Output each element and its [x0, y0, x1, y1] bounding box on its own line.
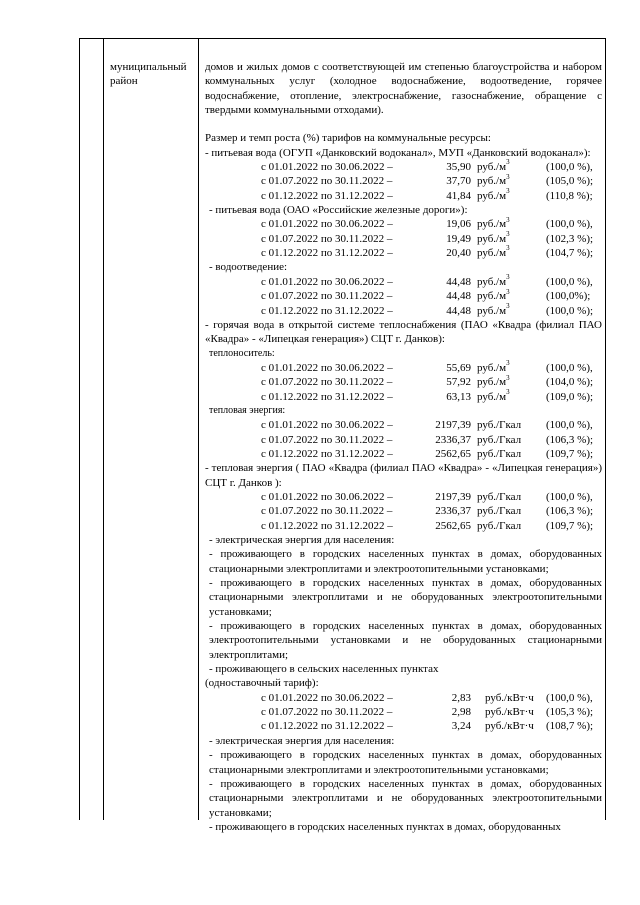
heat-energy2-heading: - тепловая энергия ( ПАО «Квадра (филиал ПАО «Квадра» - «Липецкая генерация») СЦТ г. Данков ):	[205, 462, 602, 489]
tariff-row	[205, 160, 602, 174]
tariffs-heading: Размер и темп роста (%) тарифов на коммунальные ресурсы:	[205, 132, 491, 145]
section-heading: - питьевая вода (ОГУП «Данковский водоканал», МУП «Данковский водоканал»):	[205, 146, 591, 159]
tariff-period: с 01.12.2022 по 31.12.2022 –	[261, 247, 393, 260]
tariff-row	[205, 246, 602, 260]
tariff-growth: (104,0 %);	[546, 376, 594, 389]
elec-item: - проживающего в городских населенных пунктах в домах, оборудованных электроотопительными установками и не оборудованных стационарными электроплитами;	[209, 620, 602, 661]
tariff-growth: (108,7 %);	[546, 720, 594, 733]
tariff-rows	[205, 490, 602, 533]
tariff-row	[205, 447, 602, 461]
tariff-growth: (100,0 %),	[546, 419, 593, 432]
unit-exponent: 3	[506, 158, 510, 167]
tariff-period: с 01.12.2022 по 31.12.2022 –	[261, 519, 393, 532]
tariff-value: 63,13	[446, 390, 471, 403]
intro-paragraph: домов и жилых домов с соответствующей им степенью благоустройства и набором коммунальных услуг (холодное водоснабжение, водоотведение, горячее водоснабжение, отопление, электроснабжение, газоснабжение, обращение с твердыми коммунальными отходами).	[205, 61, 602, 117]
tariff-unit: $руб./м^3$	[477, 273, 510, 288]
tariff-row	[205, 691, 602, 705]
tariff-row	[205, 289, 602, 303]
tariff-growth: (100,0 %),	[546, 161, 593, 174]
tariff-growth: (110,8 %);	[546, 189, 593, 202]
tariff-value: 37,70	[446, 175, 471, 188]
tariff-value: 2,98	[451, 706, 471, 719]
elec-item: (одноставочный тариф):	[205, 677, 319, 690]
tariff-rows	[205, 418, 602, 461]
heat-carrier-label: теплоноситель:	[209, 347, 275, 359]
unit-exponent: 3	[506, 387, 510, 396]
tariff-value: 2562,65	[435, 447, 471, 460]
tariff-growth: (109,7 %);	[546, 519, 594, 532]
unit-exponent: 3	[506, 287, 510, 296]
tariff-period: с 01.12.2022 по 31.12.2022 –	[261, 304, 393, 317]
tariff-growth: (105,3 %);	[546, 706, 594, 719]
tariff-cell	[205, 60, 602, 834]
table-top-border	[79, 38, 605, 39]
tariff-unit: руб./кВт·ч	[485, 691, 534, 704]
unit-exponent: 3	[506, 187, 510, 196]
tariff-unit: $руб./м^3$	[477, 301, 510, 317]
table-border-col2	[198, 38, 199, 820]
tariff-unit: $руб./м^3$	[477, 187, 510, 202]
tariff-period: с 01.07.2022 по 30.11.2022 –	[261, 290, 393, 303]
tariff-value: 55,69	[446, 361, 471, 374]
tariff-row	[205, 705, 602, 719]
tariff-period: с 01.12.2022 по 31.12.2022 –	[261, 720, 393, 733]
tariff-unit: $руб./м^3$	[477, 230, 510, 245]
tariff-growth: (105,0 %);	[546, 175, 594, 188]
tariff-period: с 01.07.2022 по 30.11.2022 –	[261, 376, 393, 389]
tariff-value: 2,83	[451, 691, 471, 704]
table-border-right	[605, 38, 606, 820]
tariff-growth: (100,0 %),	[546, 361, 593, 374]
tariff-growth: (100,0 %);	[546, 304, 594, 317]
tariff-row	[205, 174, 602, 188]
elec-heading: - электрическая энергия для населения:	[209, 734, 395, 747]
tariff-unit: руб./Гкал	[477, 519, 522, 532]
tariff-period: с 01.01.2022 по 30.06.2022 –	[261, 275, 393, 288]
unit-exponent: 3	[506, 244, 510, 253]
tariff-growth: (100,0%);	[546, 290, 591, 303]
tariff-row	[205, 275, 602, 289]
tariff-period: с 01.07.2022 по 30.11.2022 –	[261, 175, 393, 188]
tariff-unit: руб./Гкал	[477, 447, 522, 460]
tariff-value: 2336,37	[435, 433, 471, 446]
tariff-value: 20,40	[446, 247, 471, 260]
tariff-rows	[205, 691, 602, 734]
tariff-row	[205, 189, 602, 203]
tariff-row	[205, 519, 602, 533]
tariff-value: 2336,37	[435, 505, 471, 518]
district-cell	[110, 60, 187, 88]
elec-item: - проживающего в городских населенных пунктах в домах, оборудованных стационарными электроплитами и не оборудованных электроотопительными установками;	[209, 577, 602, 618]
tariff-unit: руб./Гкал	[477, 505, 522, 518]
tariff-rows	[205, 361, 602, 404]
tariff-unit: $руб./м^3$	[477, 373, 510, 389]
tariff-value: 35,90	[446, 161, 471, 174]
tariff-value: 44,48	[446, 275, 471, 288]
tariff-unit: $руб./м^3$	[477, 387, 510, 403]
elec-heading: - электрическая энергия для населения:	[209, 534, 395, 546]
unit-exponent: 3	[506, 230, 510, 239]
tariff-period: с 01.01.2022 по 30.06.2022 –	[261, 419, 393, 432]
elec-item: - проживающего в городских населенных пунктах в домах, оборудованных стационарными электроплитами и электроотопительными установками;	[209, 749, 602, 776]
tariff-rows	[205, 217, 602, 260]
tariff-value: 2197,39	[435, 490, 471, 503]
tariff-growth: (106,3 %);	[546, 433, 594, 446]
tariff-unit: $руб./м^3$	[477, 359, 510, 374]
elec-item: - проживающего в городских населенных пунктах в домах, оборудованных стационарными электроплитами и не оборудованных электроотопительными установками;	[209, 777, 602, 819]
tariff-unit: $руб./м^3$	[477, 215, 510, 231]
unit-exponent: 3	[506, 215, 510, 224]
tariff-row	[205, 490, 602, 504]
tariff-growth: (109,7 %);	[546, 447, 594, 460]
tariff-row	[205, 504, 602, 518]
tariff-growth: (100,0 %),	[546, 691, 593, 704]
unit-exponent: 3	[506, 373, 510, 382]
tariff-unit: руб./Гкал	[477, 433, 522, 446]
tariff-value: 19,06	[446, 218, 471, 231]
tariff-unit: $руб./м^3$	[477, 244, 510, 260]
hot-water-heading: - горячая вода в открытой системе теплоснабжения (ПАО «Квадра (филиал ПАО «Квадра» - «Липецкая генерация») СЦТ г. Данков):	[205, 318, 602, 346]
tariff-growth: (100,0 %),	[546, 275, 593, 288]
tariff-period: с 01.01.2022 по 30.06.2022 –	[261, 161, 393, 174]
tariff-unit: руб./Гкал	[477, 490, 522, 503]
tariff-growth: (106,3 %);	[546, 505, 594, 518]
tariff-value: 44,48	[446, 304, 471, 317]
tariff-period: с 01.12.2022 по 31.12.2022 –	[261, 447, 393, 460]
tariff-row	[205, 232, 602, 246]
tariff-row	[205, 301, 602, 318]
section-heading: - водоотведение:	[209, 261, 288, 274]
tariff-period: с 01.01.2022 по 30.06.2022 –	[261, 361, 393, 374]
tariff-unit: руб./Гкал	[477, 419, 522, 432]
heat-energy-label: тепловая энергия:	[209, 404, 286, 416]
section-heading: - питьевая вода (ОАО «Российские железные дороги»):	[209, 204, 468, 217]
tariff-period: с 01.01.2022 по 30.06.2022 –	[261, 218, 393, 231]
tariff-period: с 01.12.2022 по 31.12.2022 –	[261, 189, 393, 202]
tariff-unit: $руб./м^3$	[477, 287, 510, 303]
tariff-value: 44,48	[446, 290, 471, 303]
tariff-value: 3,24	[451, 720, 471, 733]
tariff-period: с 01.01.2022 по 30.06.2022 –	[261, 691, 393, 704]
tariff-value: 19,49	[446, 232, 471, 245]
tariff-rows	[205, 160, 602, 203]
tariff-growth: (102,3 %);	[546, 232, 594, 245]
tariff-row	[205, 387, 602, 404]
tariff-unit: $руб./м^3$	[477, 172, 510, 188]
tariff-period: с 01.07.2022 по 30.11.2022 –	[261, 433, 393, 446]
tariff-value: 2562,65	[435, 519, 471, 532]
tariff-value: 57,92	[446, 376, 471, 389]
district-line-2: район	[110, 75, 138, 87]
tariff-period: с 01.01.2022 по 30.06.2022 –	[261, 490, 393, 503]
tariff-unit: руб./кВт·ч	[485, 720, 534, 733]
tariff-row	[205, 217, 602, 231]
elec-item: - проживающего в городских населенных пунктах в домах, оборудованных	[209, 820, 561, 833]
unit-exponent: 3	[506, 273, 510, 282]
tariff-row	[205, 375, 602, 389]
tariff-rows	[205, 275, 602, 318]
unit-exponent: 3	[506, 301, 510, 310]
tariff-growth: (109,0 %);	[546, 390, 594, 403]
tariff-period: с 01.07.2022 по 30.11.2022 –	[261, 706, 393, 719]
table-border-col1	[103, 38, 104, 820]
tariff-period: с 01.07.2022 по 30.11.2022 –	[261, 232, 393, 245]
unit-exponent: 3	[506, 172, 510, 181]
tariff-row	[205, 361, 602, 375]
tariff-row	[205, 719, 602, 733]
unit-exponent: 3	[506, 359, 510, 368]
tariff-unit: руб./кВт·ч	[485, 706, 534, 719]
tariff-unit: $руб./м^3$	[477, 158, 510, 174]
tariff-value: 2197,39	[435, 419, 471, 432]
tariff-row	[205, 433, 602, 447]
tariff-growth: (104,7 %);	[546, 247, 594, 260]
elec-item: - проживающего в сельских населенных пунктах	[209, 663, 439, 676]
tariff-period: с 01.12.2022 по 31.12.2022 –	[261, 390, 393, 403]
district-line-1: муниципальный	[110, 61, 187, 73]
tariff-period: с 01.07.2022 по 30.11.2022 –	[261, 505, 393, 518]
tariff-growth: (100,0 %),	[546, 218, 593, 231]
elec-item: - проживающего в городских населенных пунктах в домах, оборудованных стационарными электроплитами и электроотопительными установками;	[209, 548, 602, 575]
table-border-left	[79, 38, 80, 820]
tariff-row	[205, 418, 602, 432]
tariff-value: 41,84	[446, 189, 471, 202]
tariff-growth: (100,0 %),	[546, 490, 593, 503]
